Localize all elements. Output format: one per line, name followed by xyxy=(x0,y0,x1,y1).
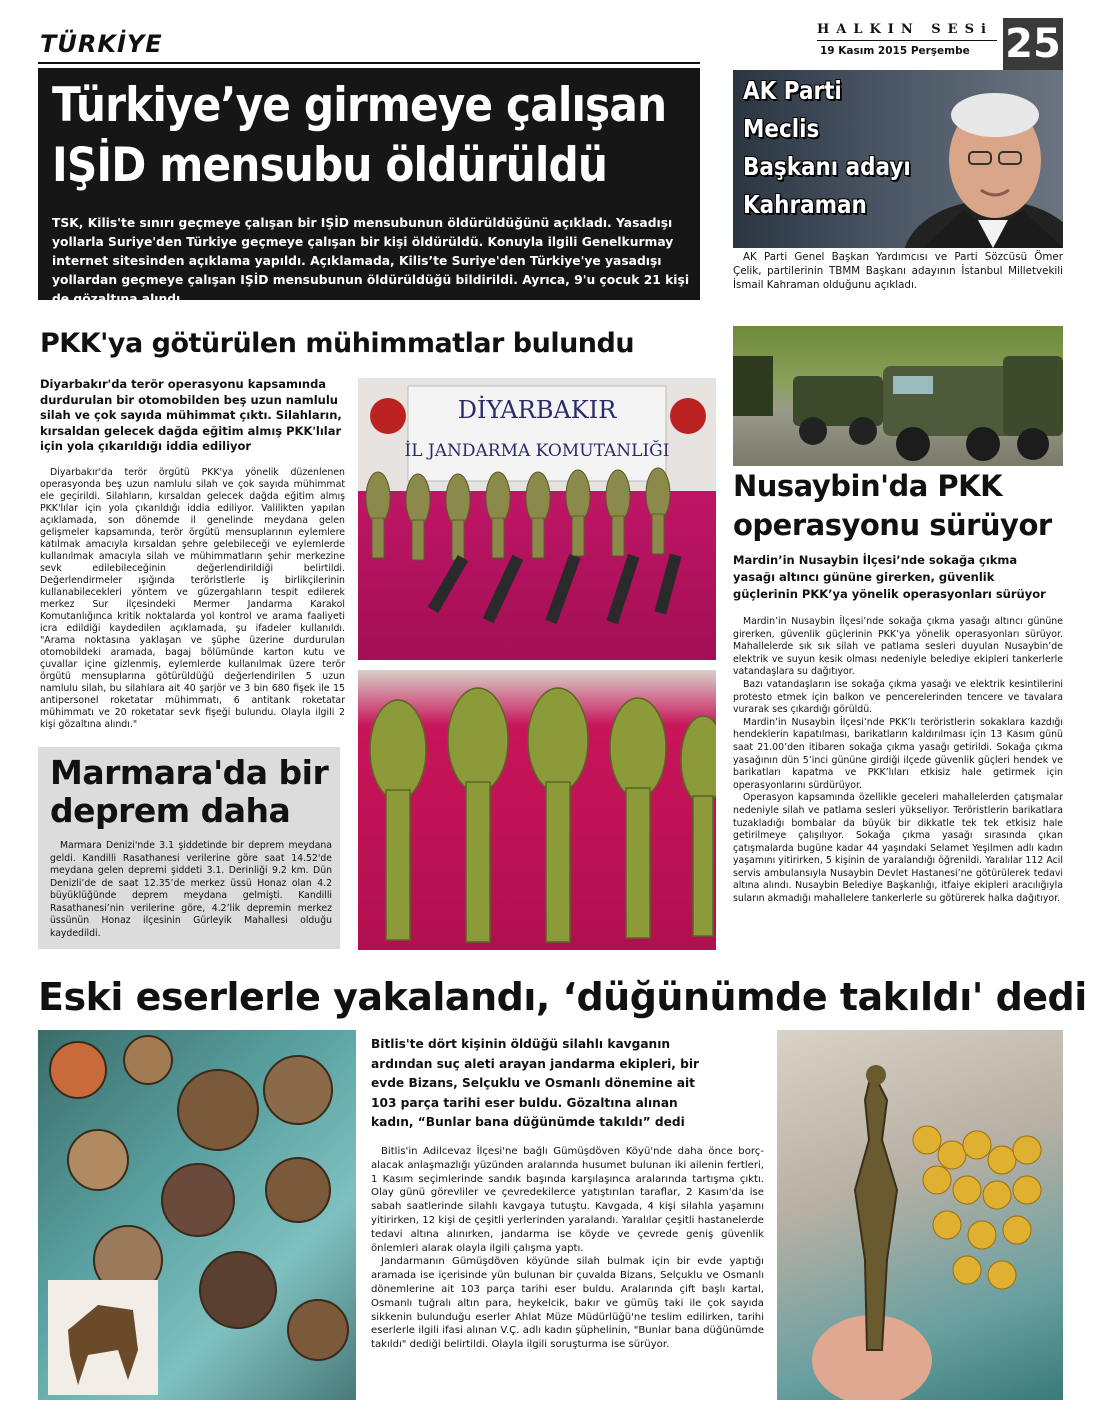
nusaybin-paragraph: Mardin’in Nusaybin İlçesi’nde sokağa çıkma yasağı altıncı gününe girerken, güvenlik güçlerinin PKK’ya yönelik operasyonları sürüyor. Mahallelerde sık sık silah ve patlama sesleri duyulan Nusaybin’de elektrik ve suyun kesik olması nedeniyle belediye ekipleri tankerlerle vatandaşlara su dağıtıyor. xyxy=(733,616,1063,678)
eski-eser-headline: Eski eserlerle yakalandı, ‘düğünümde takıldı' dedi xyxy=(38,975,1087,1019)
nusaybin-headline-line-1: Nusaybin'da PKK xyxy=(733,469,1003,503)
nusaybin-photo xyxy=(733,326,1063,466)
kahraman-photo xyxy=(733,70,1063,248)
coins-photo xyxy=(38,1030,356,1400)
section-rule xyxy=(38,62,700,64)
marmara-box xyxy=(38,747,340,949)
nusaybin-paragraph: Bazı vatandaşların ise sokağa çıkma yasağı ve elektrik kesintilerini protesto etmek için balkon ve pencerelerinden tencere ve tavalara vurarak ses çıkardığı görüldü. xyxy=(733,678,1063,716)
marmara-headline-line-1: Marmara'da bir xyxy=(50,753,329,792)
nusaybin-paragraph: Operasyon kapsamında özellikle geceleri mahallelerden çatışmalar nedeniyle silah ve patlama sesleri yükseliyor. Teröristlerin barikatlara tuzakladığı bombalar da büyük bir dikkatle tek tek etkisiz hale getirilmeye çalışılıyor. Sokağa çıkma yasağı sırasında çıkan çatışmalarda bugüne kadar 44 yaşındaki Selamet Yeşilmen adlı kadın yaşamını yitirirken, 5 kişinin de yaralandığı öğrenildi. Yaralılar 112 Acil servis ambulansıyla Nusaybin Devlet Hastanesi’ne götürülerek tedavi altına alındı. Nusaybin Belediye Başkanlığı, itfaiye ekipleri aracılığıyla suların akmadığı mahallelere tankerlerle su götürerek halka dağıtıyor. xyxy=(733,792,1063,905)
header-rule xyxy=(817,40,997,41)
nusaybin-paragraph: Mardin’in Nusaybin İlçesi’nde PKK’lı teröristlerin sokaklara kazdığı hendeklerin kapatılması, barikatların kaldırılması için 13 Kasım günü saat 21.00’den itibaren sokağa çıkma yasağı getirildi. Sokağa çıkma yasağının dün 5’inci gününe girdiği ilçede güvenlik güçleri hendek ve barikatları kapatma ve PKK’lıları etkisiz hale getirmek için operasyonlarını sürdürüyor. xyxy=(733,716,1063,791)
publication-name: HALKIN SESi xyxy=(817,22,993,37)
lead-text: TSK, Kilis'te sınırı geçmeye çalışan bir IŞİD mensubunun öldürüldüğünü açıkladı. Yasadışı yollarla Suriye'den Türkiye geçmeye çalışan bir kişi öldürüldü. Konuyla ilgili Genelkurmay internet sitesinden açıklama yapıldı. Açıklamada, Kilis’te Suriye'den Türkiye'ye yasadışı yollardan geçmeye çalışan IŞİD mensubunun öldürüldüğü bildirildi. Ayrıca, 9'u çocuk 21 kişi de gözaltına alındı. xyxy=(52,216,690,306)
lead-story-box xyxy=(38,68,700,306)
eski-eser-paragraph: Bitlis'in Adilcevaz İlçesi'ne bağlı Gümüşdöven Köyü'nde daha önce borç- alacak anlaşmazlığı yüzünden aralarında husumet bulunan iki ailenin fertleri, 1 Kasım seçimlerinde sandık başında karşılaşınca aralarında tartışma çıktı. Olay günü görevliler ve çevredekilerce yatıştırılan taraflar, 2 Kasım'da ise sabah saatlerinde silahlı kavgaya tutuştu. Kavgada, 4 kişi silahla yaşamını yitirirken, 12 kişi de çeşitli yerlerinden yaralandı. Yaralılar çeşitli hastanelerde tedavi altına alınırken, jandarma ise köyde ve çevrede geniş güvenlik önlemleri alarak olayla ilgili çalışma yaptı. xyxy=(371,1146,764,1254)
issue-date: 19 Kasım 2015 Perşembe xyxy=(820,45,970,57)
ak-parti-caption: AK Parti Genel Başkan Yardımcısı ve Parti Sözcüsü Ömer Çelik, partilerinin TBMM Başkanı adayının İstanbul Milletvekili İsmail Kahraman olduğunu açıkladı. xyxy=(733,251,1063,291)
lead-title-line-1: Türkiye’ye girmeye çalışan xyxy=(52,78,667,133)
artifact-illustration xyxy=(777,1030,1063,1400)
marmara-body xyxy=(50,840,332,940)
ak-parti-title-line-3: Başkanı adayı xyxy=(743,152,911,181)
ak-parti-title-line-2: Meclis xyxy=(743,114,820,143)
ak-parti-title-line-1: AK Parti xyxy=(743,76,842,105)
pkk-ammo-headline: PKK'ya götürülen mühimmatlar bulundu xyxy=(40,328,635,359)
ammo-sign-line-2: İL JANDARMA KOMUTANLIĞI xyxy=(404,441,670,461)
lead-title-line-2: IŞİD mensubu öldürüldü xyxy=(52,138,608,193)
marmara-headline-line-2: deprem daha xyxy=(50,791,291,830)
page-number: 25 xyxy=(1003,18,1063,70)
nusaybin-headline-line-2: operasyonu sürüyor xyxy=(733,508,1052,542)
ammo-sign-line-1: DİYARBAKIR xyxy=(457,396,617,424)
armored-vehicles-illustration xyxy=(733,326,1063,466)
ammo-display-illustration xyxy=(358,378,716,660)
coins-illustration xyxy=(38,1030,356,1400)
ak-parti-title-line-4: Kahraman xyxy=(743,190,867,219)
eski-eser-body xyxy=(371,1145,764,1352)
pkk-ammo-body xyxy=(40,467,345,731)
rockets-illustration xyxy=(358,670,716,950)
ammo-photo-top xyxy=(358,378,716,660)
section-title: TÜRKİYE xyxy=(40,30,163,58)
pkk-ammo-body-paragraph: Diyarbakır'da terör örgütü PKK'ya yönelik düzenlenen operasyonda beş uzun namlulu silah ve çok sayıda mühimmat ele geçirildi. Silahların, kırsaldan gelecek dağda eğitim almış PKK'lılar için yola çıkarıldığı iddia ediliyor. Valilikten yapılan açıklamada, son dönemde il genelinde meydana gelen gelişmeler kapsamında, terör örgütü mensuplarının eylemlere katılmak amacıyla kırsaldan şehre gelebileceği ve eylemlerde kullanılmak amacıyla silah ve mühimmatların şehir merkezine sevk edilebileceğinin değerlendirildiği belirtildi. Değerlendirmeler ışığında teröristlerle iş birlikçilerinin kullanabilecekleri yöntem ve güzergahların tespit edilerek merkez Sur ilçesindeki Mermer Jandarma Karakol Komutanlığınca kritik noktalarda yol kontrol ve arama faaliyeti icra edildiği kaydedilen açıklamada, şu ifadeler kullanıldı. "Arama noktasına yaklaşan ve şüphe üzerine durdurulan otomobildeki aramada, bagaj bölümünde karton kutu ve çuvallar içine gizlenmiş, eylemlerde kullanılmak üzere terör örgütü mensuplarına götürüldüğü değerlendirilen 5 uzun namlulu silah, bu silahlara ait 40 şarjör ve 3 bin 680 fişek ile 15 antipersonel roketatar mühimmatı, 6 antitank roketatar mühimmatı ve 20 roketatar sevk fişeği bulundu. Olayla ilgili 2 kişi gözaltına alındı." xyxy=(40,467,345,730)
eski-eser-paragraph: Jandarmanın Gümüşdöven köyünde silah bulmak için bir evde yaptığı aramada ise içerisinde yün bulunan bir çuvalda Bizans, Selçuklu ve Osmanlı dönemlerine ait 103 parça tarihi eser buldu. Aralarında çift başlı kartal, Osmanlı tuğralı altın para, heykelcik, bakır ve gümüş taki ile çok sayıda sikkenin bulunduğu eserler Ahlat Müze Müdürlüğü'ne teslim edilirken, tarihi eserlerle ilgili ifasi alınan V.Ç. adlı kadın şüphelinin, "Bunlar bana düğünümde takıldı" dediği belirtildi. Olayla ilgili soruşturma ise sürüyor. xyxy=(371,1256,764,1351)
marmara-body-paragraph: Marmara Denizi'nde 3.1 şiddetinde bir deprem meydana geldi. Kandilli Rasathanesi verilerine göre saat 14.52'de meydana gelen depremi şiddeti 3.1. Derinliği 9.2 km. Dün Denizli’de de saat 12.35’de merkez üssü Honaz olan 4.2 büyüklüğünde deprem meydana gelmişti. Kandilli Rasathanesi’nin verilerine göre, 4.2’lik depremin merkez üssünün Honaz ilçesinin Gürleyik Mahallesi olduğu kaydedildi. xyxy=(50,840,332,939)
ammo-photo-bottom xyxy=(358,670,716,950)
eski-eser-intro: Bitlis'te dört kişinin öldüğü silahlı kavganın ardından suç aleti arayan jandarma ekipleri, bir evde Bizans, Selçuklu ve Osmanlı dönemine ait 103 parça tarihi eser buldu. Gözaltına alınan kadın, “Bunlar bana düğünümde takıldı” dedi xyxy=(371,1037,700,1129)
nusaybin-body xyxy=(733,616,1063,906)
nusaybin-intro: Mardin’in Nusaybin İlçesi’nde sokağa çıkma yasağı altıncı gününe girerken, güvenlik güçlerinin PKK’ya yönelik operasyonları sürüyor xyxy=(733,553,1046,601)
pkk-ammo-intro: Diyarbakır'da terör operasyonu kapsamında durdurulan bir otomobilden beş uzun namlulu silah ve çok sayıda mühimmat çıktı. Silahların, kırsaldan gelecek dağda eğitim almış PKK'lılar için yola çıkarıldığı iddia ediliyor xyxy=(40,377,342,453)
artifact-photo xyxy=(777,1030,1063,1400)
